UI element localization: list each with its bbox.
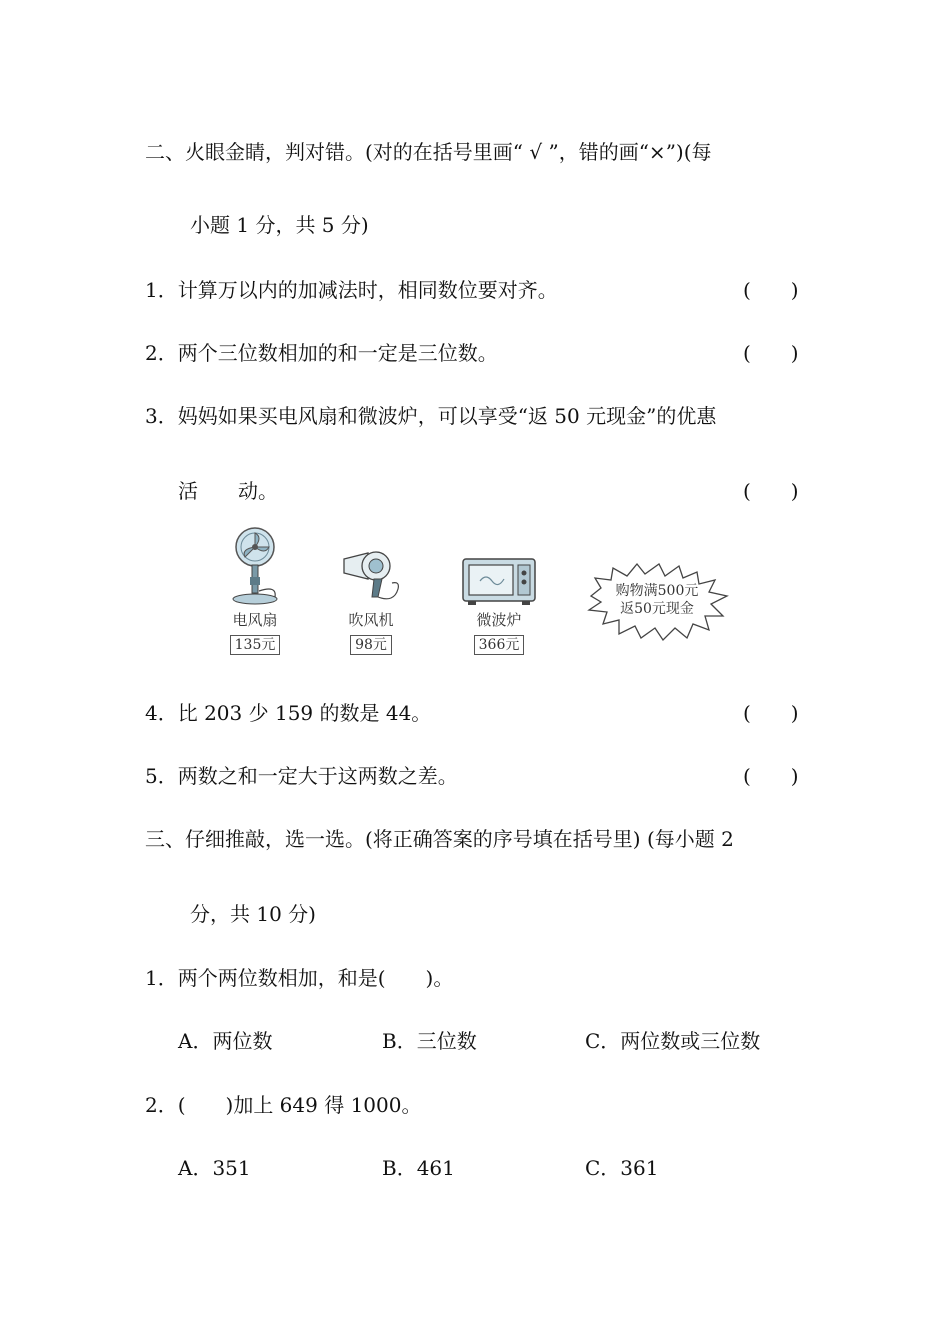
product-hair-dryer xyxy=(326,545,416,655)
option-c[interactable]: C．两位数或三位数 xyxy=(585,1029,761,1053)
answer-bracket-5[interactable]: ( ) xyxy=(743,764,799,788)
question-5: 5．两数之和一定大于这两数之差。 xyxy=(145,764,458,788)
option-b[interactable]: B．461 xyxy=(382,1156,455,1180)
question-3: 3．妈妈如果买电风扇和微波炉，可以享受“返 50 元现金”的优惠 xyxy=(145,404,717,428)
section2-heading: 二、火眼金睛，判对错。(对的在括号里画“ √ ”，错的画“×”)(每 xyxy=(145,140,712,164)
product-price: 98元 xyxy=(350,635,392,655)
answer-bracket-3[interactable]: ( ) xyxy=(743,479,799,503)
question-1: 1．计算万以内的加减法时，相同数位要对齐。 xyxy=(145,278,558,302)
section3-heading: 三、仔细推敲，选一选。(将正确答案的序号填在括号里) (每小题 2 xyxy=(145,827,734,851)
product-name: 吹风机 xyxy=(348,611,394,629)
question-4: 4．比 203 少 159 的数是 44。 xyxy=(145,701,432,725)
option-c[interactable]: C．361 xyxy=(585,1156,659,1180)
product-price: 135元 xyxy=(230,635,281,655)
promo-badge xyxy=(583,560,731,642)
product-fan xyxy=(210,525,300,655)
answer-bracket-1[interactable]: ( ) xyxy=(743,278,799,302)
option-a[interactable]: A．两位数 xyxy=(178,1029,273,1053)
option-b[interactable]: B．三位数 xyxy=(382,1029,477,1053)
microwave-icon xyxy=(460,555,538,607)
promo-line-1: 购物满500元 xyxy=(615,583,699,599)
section2-heading-cont: 小题 1 分，共 5 分) xyxy=(190,213,369,237)
hair-dryer-icon xyxy=(338,545,404,607)
section3-heading-cont: 分，共 10 分) xyxy=(190,902,316,926)
answer-bracket-4[interactable]: ( ) xyxy=(743,701,799,725)
promo-line-2: 返50元现金 xyxy=(620,601,694,617)
question-2: 2．两个三位数相加的和一定是三位数。 xyxy=(145,341,498,365)
fan-icon xyxy=(225,525,285,607)
product-microwave xyxy=(454,555,544,655)
answer-bracket-2[interactable]: ( ) xyxy=(743,341,799,365)
option-a[interactable]: A．351 xyxy=(178,1156,251,1180)
choice-question-2: 2．( )加上 649 得 1000。 xyxy=(145,1093,422,1117)
product-name: 电风扇 xyxy=(232,611,278,629)
question-3-cont: 活 动。 xyxy=(178,479,278,503)
product-name: 微波炉 xyxy=(476,611,522,629)
product-price: 366元 xyxy=(474,635,525,655)
choice-question-1: 1．两个两位数相加，和是( )。 xyxy=(145,966,454,990)
